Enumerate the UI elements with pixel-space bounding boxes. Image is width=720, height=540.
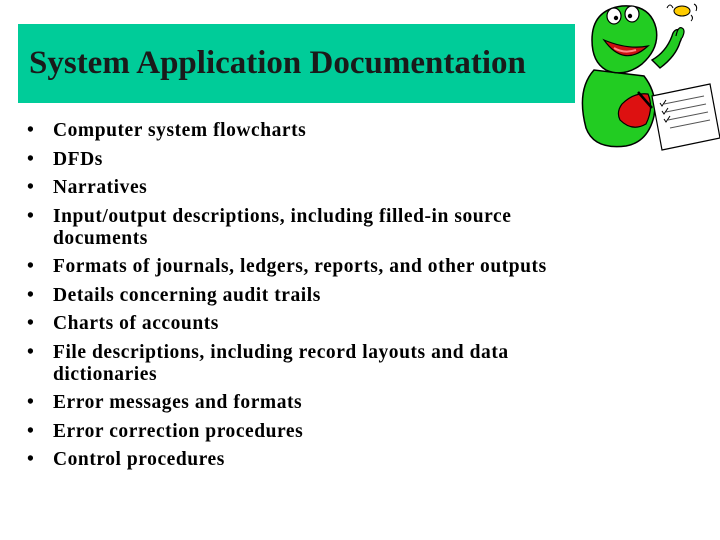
bullet-glyph: •	[27, 284, 35, 306]
bullet-glyph: •	[27, 256, 35, 277]
bullet-item	[27, 177, 667, 199]
bullet-text-continuation: documents	[53, 227, 148, 249]
coin-icon	[667, 4, 697, 21]
bullet-list	[27, 120, 667, 478]
bullet-glyph: •	[27, 449, 35, 470]
bullet-item	[27, 313, 667, 335]
bullet-text-continuation: dictionaries	[53, 363, 158, 385]
bullet-item	[27, 256, 667, 278]
slide-title: System Application Documentation	[29, 45, 526, 81]
bullet-text: Computer system flowcharts	[53, 120, 307, 141]
title-band	[18, 24, 575, 103]
bullet-item	[27, 342, 667, 386]
bullet-glyph: •	[27, 205, 35, 227]
bullet-text: Control procedures	[53, 449, 225, 470]
checklist-icon	[652, 84, 720, 150]
bullet-text: DFDs	[53, 148, 103, 170]
bullet-text: Details concerning audit trails	[53, 284, 321, 306]
bullet-glyph: •	[27, 148, 35, 170]
bullet-item	[27, 206, 667, 250]
bullet-glyph: •	[27, 392, 35, 413]
bullet-text: File descriptions, including record layouts and data	[53, 341, 509, 363]
bullet-text: Error correction procedures	[53, 420, 304, 442]
bullet-item	[27, 392, 667, 414]
bullet-text: Input/output descriptions, including filled-in source	[53, 205, 512, 227]
bullet-text: Formats of journals, ledgers, reports, and other outputs	[53, 256, 547, 277]
bullet-item	[27, 449, 667, 471]
bullet-item	[27, 120, 667, 142]
bullet-glyph: •	[27, 313, 35, 334]
bullet-text: Charts of accounts	[53, 313, 219, 334]
bullet-text: Narratives	[53, 177, 148, 198]
bullet-item	[27, 149, 667, 171]
bullet-glyph: •	[27, 177, 35, 198]
bullet-glyph: •	[27, 420, 35, 442]
bullet-item	[27, 285, 667, 307]
bullet-glyph: •	[27, 341, 35, 363]
frog-clipart-icon	[574, 0, 720, 160]
bullet-item	[27, 421, 667, 443]
bullet-glyph: •	[27, 120, 35, 141]
bullet-text: Error messages and formats	[53, 392, 303, 413]
